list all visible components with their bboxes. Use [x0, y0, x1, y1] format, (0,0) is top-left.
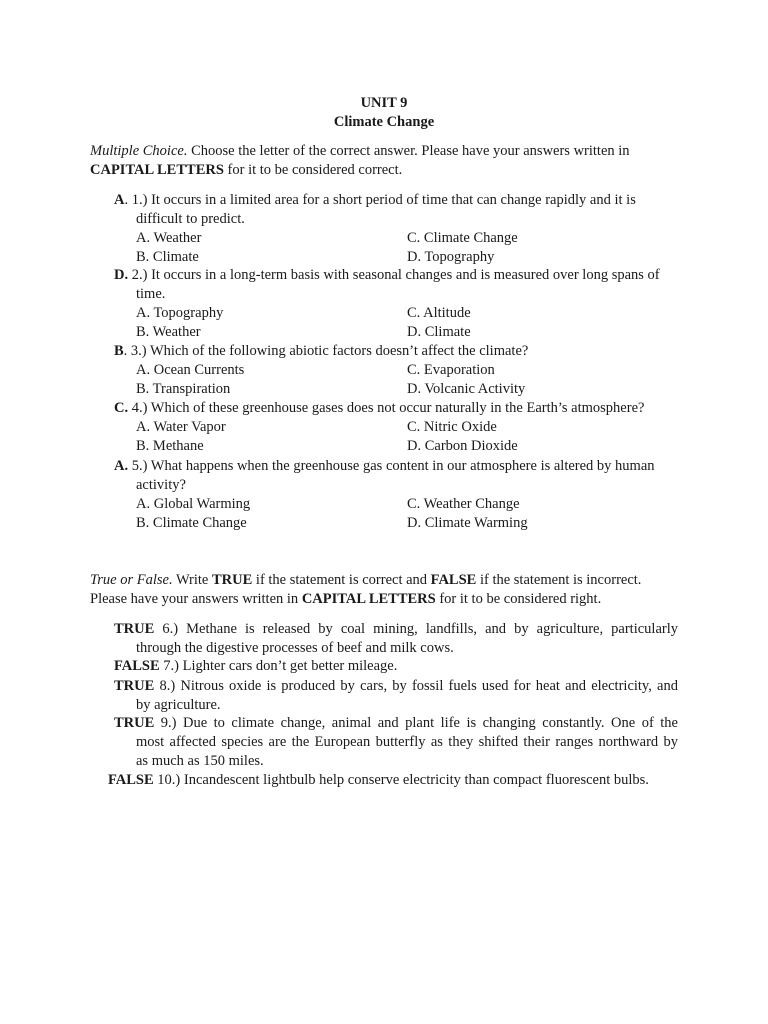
mc-option: A. Water Vapor [136, 419, 226, 435]
mc-question [114, 191, 636, 210]
mc-option: D. Volcanic Activity [407, 381, 526, 397]
mc-option: D. Topography [407, 249, 495, 265]
mc-option: D. Climate Warming [407, 515, 528, 531]
tf-statement [108, 771, 649, 790]
mc-instructions-text-2: for it to be considered correct. [223, 162, 403, 178]
tf-false-word: FALSE [430, 572, 477, 588]
unit-title: UNIT 9 [360, 95, 408, 111]
mc-option: D. Climate [407, 324, 471, 340]
mc-option: C. Altitude [407, 305, 471, 321]
tf-text: if the statement is incorrect. [476, 572, 642, 588]
mc-label: Multiple Choice. [90, 143, 188, 159]
mc-question-text: 3.) Which of the following abiotic factors doesn’t affect the climate? [130, 343, 529, 359]
tf-statement [114, 657, 397, 676]
mc-question [114, 266, 660, 285]
tf-statement-text: 9.) Due to climate change, animal and plant life is changing constantly. One of the [154, 715, 678, 731]
tf-statement-text: 7.) Lighter cars don’t get better mileage. [159, 658, 398, 674]
mc-question-text: 2.) It occurs in a long-term basis with seasonal changes and is measured over long spans of [131, 267, 660, 283]
tf-text: if the statement is correct and [252, 572, 431, 588]
mc-option: C. Evaporation [407, 362, 495, 378]
mc-answer-separator: . [124, 192, 132, 208]
mc-question-text-cont: activity? [136, 477, 186, 493]
mc-instructions-text: Choose the letter of the correct answer. Please have your answers written in [187, 143, 630, 159]
mc-option: A. Topography [136, 305, 224, 321]
mc-question-text-cont: difficult to predict. [136, 211, 245, 227]
mc-instructions-line-2 [90, 161, 402, 180]
mc-option: B. Climate [136, 249, 199, 265]
tf-statement-text-cont: through the digestive processes of beef and milk cows. [136, 640, 454, 656]
mc-answer: D. [114, 267, 129, 283]
tf-statement-text: 6.) Methane is released by coal mining, landfills, and by agriculture, particularly [154, 621, 678, 637]
mc-answer-separator: . [123, 343, 131, 359]
tf-statement-text: 8.) Nitrous oxide is produced by cars, by fossil fuels used for heat and electricity, and [154, 678, 678, 694]
mc-answer: C. [114, 400, 129, 416]
mc-question-text-cont: time. [136, 286, 166, 302]
mc-instructions-line-1 [90, 142, 630, 161]
mc-question [114, 457, 655, 476]
mc-option: B. Transpiration [136, 381, 231, 397]
tf-true-word: TRUE [212, 572, 253, 588]
tf-statement-text-cont: most affected species are the European butterfly as they shifted their ranges northward by [136, 734, 678, 750]
mc-answer: B [114, 343, 124, 359]
mc-option: A. Ocean Currents [136, 362, 245, 378]
mc-option: C. Climate Change [407, 230, 518, 246]
mc-question [114, 342, 528, 361]
tf-statement-text-cont: as much as 150 miles. [136, 753, 264, 769]
tf-statement [114, 714, 678, 733]
tf-caps: CAPITAL LETTERS [301, 591, 436, 607]
mc-option: A. Weather [136, 230, 202, 246]
mc-option: A. Global Warming [136, 496, 251, 512]
tf-statement [114, 677, 678, 696]
mc-option: C. Nitric Oxide [407, 419, 497, 435]
mc-option: C. Weather Change [407, 496, 520, 512]
tf-instructions-line-2 [90, 590, 601, 609]
mc-question [114, 399, 644, 418]
tf-label: True or False. [90, 572, 173, 588]
mc-option: B. Weather [136, 324, 201, 340]
tf-text: Write [172, 572, 212, 588]
tf-statement-text: 10.) Incandescent lightbulb help conserve electricity than compact fluorescent bulbs. [153, 772, 649, 788]
tf-answer: TRUE [114, 621, 155, 637]
tf-answer: FALSE [114, 658, 160, 674]
unit-subtitle: Climate Change [333, 114, 435, 130]
mc-answer: A. [114, 458, 129, 474]
mc-option: B. Climate Change [136, 515, 247, 531]
tf-instructions-line-1 [90, 571, 641, 590]
tf-answer: TRUE [114, 715, 155, 731]
tf-text: for it to be considered right. [435, 591, 602, 607]
mc-question-text: 5.) What happens when the greenhouse gas content in our atmosphere is altered by human [131, 458, 655, 474]
mc-option: D. Carbon Dioxide [407, 438, 518, 454]
mc-caps: CAPITAL LETTERS [90, 162, 224, 178]
mc-question-text: 4.) Which of these greenhouse gases does not occur naturally in the Earth’s atmosphere? [131, 400, 645, 416]
tf-statement-text-cont: by agriculture. [136, 697, 221, 713]
mc-answer: A [114, 192, 125, 208]
tf-answer: TRUE [114, 678, 155, 694]
tf-text: Please have your answers written in [90, 591, 302, 607]
mc-question-text: 1.) It occurs in a limited area for a short period of time that can change rapidly and it is [131, 192, 636, 208]
tf-statement [114, 620, 678, 639]
mc-option: B. Methane [136, 438, 204, 454]
tf-answer: FALSE [108, 772, 154, 788]
